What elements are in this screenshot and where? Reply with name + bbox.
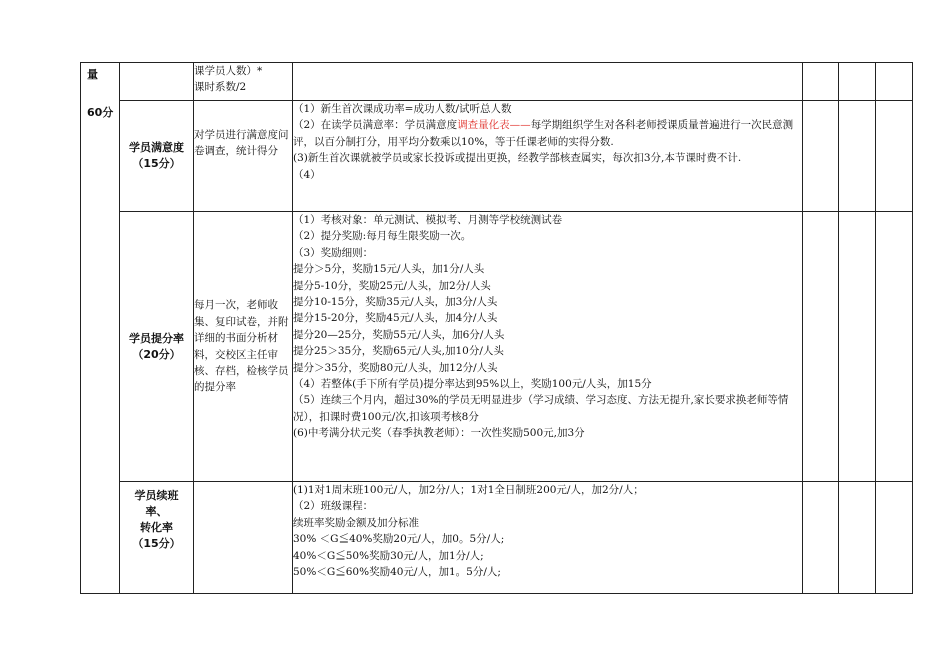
empty-cell: [803, 63, 839, 101]
category-name-line: 学员续班: [134, 489, 179, 502]
empty-cell: [876, 101, 913, 212]
category-points: （15分）: [132, 157, 181, 170]
evaluation-table: [80, 62, 913, 594]
criteria-line: （3）奖励细则：: [293, 246, 374, 259]
empty-cell: [194, 482, 293, 594]
empty-cell: [876, 212, 913, 482]
criteria-line: 提分10-15分，奖励35元/人头，加3分/人头: [293, 296, 498, 309]
criteria-line: (6)中考满分状元奖（春季执教老师）：一次性奖励500元,加3分: [293, 427, 585, 440]
category-name-line: 转化率: [140, 521, 173, 534]
method-cell-continuation: [194, 63, 293, 101]
empty-cell: [839, 101, 876, 212]
criteria-line: （2）班级课程：: [293, 500, 374, 513]
criteria-line: （1）新生首次课成功率=成功人数/试听总人数: [293, 103, 512, 115]
criteria-line: 提分20—25分，奖励55元/人头，加6分/人头: [293, 328, 505, 341]
category-cell: [120, 212, 194, 482]
method-text: 每月一次，老师收集、复印试卷，并附详细的书面分析材料，交校区主任审核、存档，检核学员的提分率: [194, 299, 289, 394]
criteria-line: （2）提分奖励:每月每生限奖励一次。: [293, 230, 472, 243]
criteria-line: 提分25＞35分，奖励65元/人头,加10分/人头: [293, 345, 504, 358]
criteria-line: (3)新生首次课就被学员或家长投诉或提出更换，经教学部核查属实，每次扣3分,本节课时费不计.: [293, 152, 742, 165]
criteria-line: （5）连续三个月内，超过30%的学员无明显进步（学习成绩、学习态度、方法无提升,家长要求换老师等情况），扣课时费100元/次,扣该项考核8分: [293, 394, 789, 423]
method-text: 对学员进行满意度问卷调查，统计得分: [194, 129, 289, 158]
score-column-cell: [81, 63, 120, 594]
category-cell: [120, 101, 194, 212]
table-row-continuation: [81, 63, 913, 101]
table-row-satisfaction: [81, 101, 913, 212]
category-name: 学员提分率: [129, 331, 184, 345]
category-name: 学员满意度: [129, 141, 184, 154]
empty-cell: [803, 482, 839, 594]
category-cell: [120, 482, 194, 594]
empty-cell: [839, 212, 876, 482]
method-line: 课学员人数）*: [194, 65, 263, 77]
method-cell: [194, 101, 293, 212]
criteria-cell: [293, 482, 803, 594]
criteria-line: 提分15-20分，奖励45元/人头，加4分/人头: [293, 312, 498, 325]
table-row-improvement: [81, 212, 913, 482]
empty-cell: [876, 63, 913, 101]
category-name-line: 率、: [145, 505, 168, 518]
highlighted-text: 调查量化表——: [457, 119, 531, 132]
empty-cell: [120, 63, 194, 101]
category-points: （15分）: [132, 537, 181, 550]
criteria-line: 提分5-10分，奖励25元/人头，加2分/人头: [293, 279, 491, 292]
method-cell: [194, 212, 293, 482]
criteria-text: （2）在读学员满意率：学员满意度: [293, 119, 458, 132]
empty-cell: [293, 63, 803, 101]
criteria-line: （4）若整体(手下所有学员)提分率达到95%以上，奖励100元/人头，加15分: [293, 378, 652, 391]
criteria-line: （1）考核对象：单元测试、模拟考、月测等学校统测试卷: [293, 214, 563, 226]
criteria-line: [293, 117, 802, 150]
criteria-text: 每学期组织学生对各科老师授课质量普遍进行一次民意测评，以百分制打分，用平均分数乘以10%，等于任课老师的实得分数.: [293, 119, 794, 148]
criteria-line: 50%＜G≦60%奖励40元/人，加1。5分/人;: [293, 566, 501, 579]
empty-cell: [803, 212, 839, 482]
empty-cell: [839, 63, 876, 101]
criteria-line: 续班率奖励金额及加分标准: [293, 516, 419, 529]
criteria-cell: [293, 212, 803, 482]
table-row-renewal: [81, 482, 913, 594]
criteria-line: (1)1对1周末班100元/人，加2分/人；1对1全日制班200元/人，加2分/人；: [293, 484, 644, 496]
empty-cell: [839, 482, 876, 594]
method-line: 课时系数/2: [194, 81, 247, 94]
empty-cell: [876, 482, 913, 594]
category-label-liang: 量: [87, 68, 98, 81]
category-score-60: 60分: [87, 106, 114, 119]
criteria-line: 30% ＜G≦40%奖励20元/人，加0。5分/人;: [293, 533, 505, 546]
criteria-line: 提分＞35分，奖励80元/人头，加12分/人头: [293, 361, 498, 374]
criteria-line: （4）: [293, 168, 321, 181]
empty-cell: [803, 101, 839, 212]
category-points: （20分）: [132, 347, 181, 361]
criteria-line: 提分＞5分，奖励15元/人头，加1分/人头: [293, 263, 485, 276]
criteria-line: 40%＜G≦50%奖励30元/人，加1分/人;: [293, 549, 484, 562]
criteria-cell: [293, 101, 803, 212]
